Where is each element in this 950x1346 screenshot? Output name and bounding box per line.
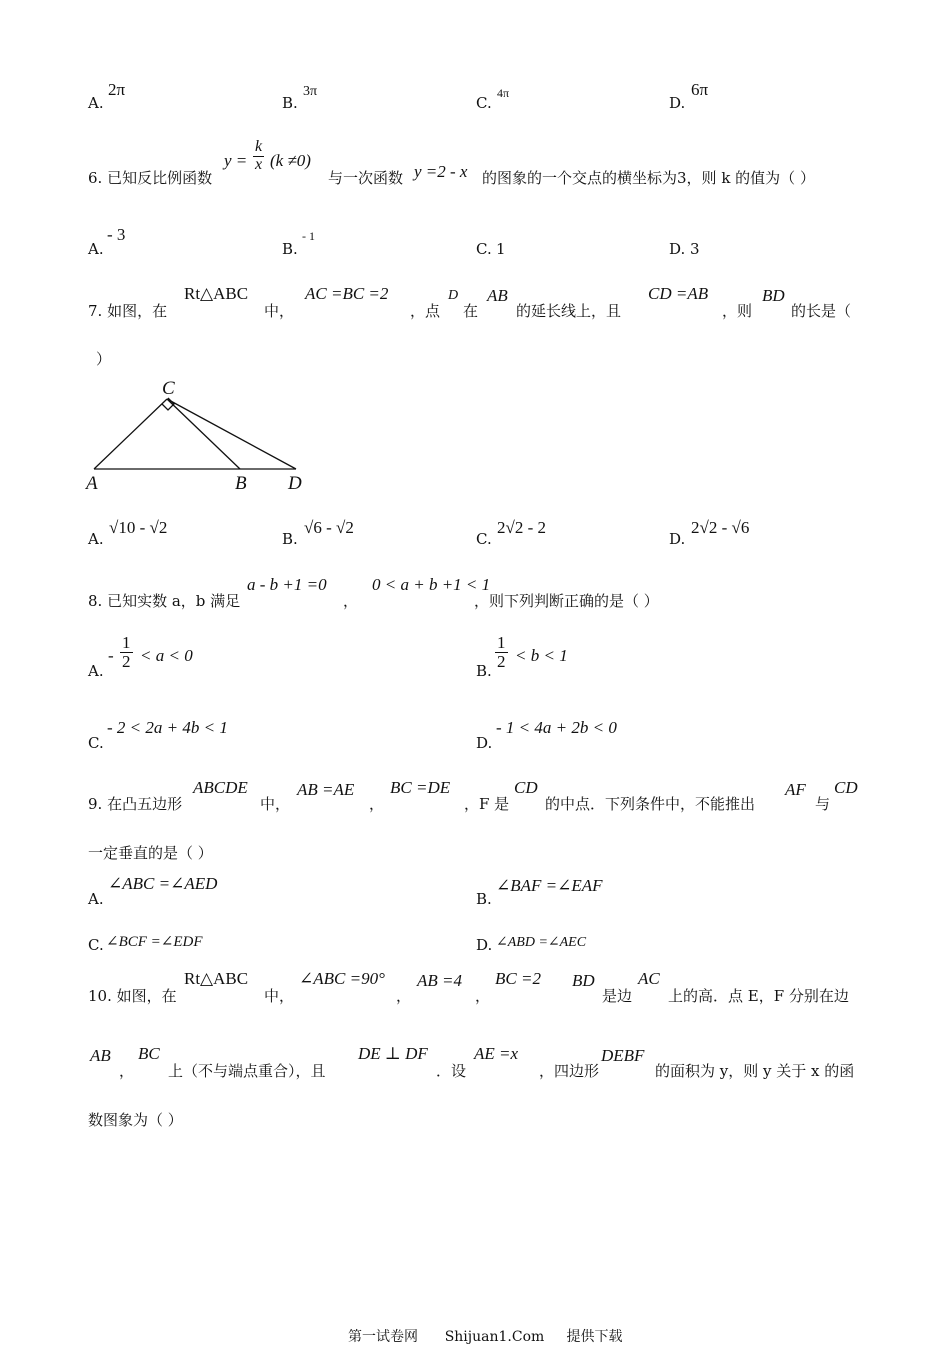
q7-p1: 7. 如图，在 — [88, 302, 168, 320]
q7-option-c-value: 2√2 - 2 — [497, 518, 546, 537]
q7-label-d: D — [288, 473, 302, 494]
q7-condition-2: CD =AB — [648, 284, 709, 303]
q7-p4: 在 — [463, 302, 479, 320]
q9-option-d-letter: D. — [476, 936, 493, 954]
q10-p6: ．设 — [436, 1062, 467, 1080]
q10-segment-bc: BC — [138, 1044, 160, 1063]
q6-linear-function: y =2 - x — [414, 162, 468, 181]
q5-option-b-value: 3π — [303, 84, 318, 99]
q9-segment-af: AF — [785, 780, 806, 799]
q9-option-a-letter: A. — [88, 890, 104, 908]
q7-label-a: A — [86, 473, 98, 494]
q10-condition-bc: BC =2 — [495, 969, 541, 988]
q8-condition-2: 0 < a + b +1 < 1 — [372, 575, 491, 594]
q6-fraction-denominator: x — [255, 155, 263, 173]
q8-option-a-minus: - — [108, 646, 114, 665]
q7-option-c-letter: C. — [476, 530, 492, 548]
q10-comma-3: ， — [119, 1062, 135, 1080]
q9-p1: 9. 在凸五边形 — [88, 795, 183, 813]
q10-p1: 10. 如图，在 — [88, 987, 177, 1005]
q8-comma: ， — [343, 592, 359, 610]
q10-p2: 中， — [264, 987, 295, 1005]
q9-option-c-value: ∠BCF =∠EDF — [106, 934, 203, 950]
q10-comma-2: ， — [475, 987, 491, 1005]
q10-segment-ab: AB — [90, 1046, 111, 1065]
q9-p2: 中， — [260, 795, 291, 813]
q6-y-eq: y = — [224, 151, 248, 170]
q9-option-c-letter: C. — [88, 936, 104, 954]
q9-option-d-value: ∠ABD =∠AEC — [496, 935, 587, 950]
q7-segment-bd: BD — [762, 286, 785, 305]
q6-suffix: 的图象的一个交点的横坐标为3，则 k 的值为（ ） — [482, 169, 815, 187]
q6-condition: (k ≠0) — [270, 151, 311, 170]
q9-p4: 的中点．下列条件中，不能推出 — [545, 795, 756, 813]
q10-condition-ae: AE =x — [474, 1044, 519, 1063]
q10-condition-perpendicular: DE ⊥ DF — [358, 1044, 428, 1063]
q8-option-b-denominator: 2 — [497, 651, 506, 671]
q8-option-c-value: - 2 < 2a + 4b < 1 — [107, 718, 228, 737]
q8-option-d-letter: D. — [476, 734, 493, 752]
q8-option-b-inequality: < b < 1 — [515, 646, 568, 665]
q5-option-d-letter: D. — [669, 94, 686, 112]
q7-option-b-letter: B. — [282, 530, 298, 548]
q6-mid: 与一次函数 — [328, 169, 404, 187]
q8-option-a-denominator: 2 — [122, 651, 131, 671]
q7-point-d: D — [448, 288, 459, 303]
q7-label-b: B — [235, 473, 247, 494]
q5-option-b-letter: B. — [282, 94, 298, 112]
q8-option-c-letter: C. — [88, 734, 104, 752]
q6-option-b-value: - 1 — [302, 229, 315, 243]
q5-option-a-letter: A. — [88, 94, 104, 112]
q10-segment-bd: BD — [572, 971, 595, 990]
q7-line-cd — [167, 399, 296, 469]
q5-option-c-value: 4π — [497, 86, 510, 100]
q7-option-b-value: √6 - √2 — [304, 518, 354, 537]
q7-label-c: C — [162, 378, 175, 399]
q7-option-d-value: 2√2 - √6 — [691, 518, 750, 537]
q9-condition-1: AB =AE — [297, 780, 355, 799]
q10-line-3: 数图象为（ ） — [88, 1111, 183, 1129]
q8-option-a-numerator: 1 — [122, 633, 131, 652]
q6-fraction-numerator: k — [255, 138, 263, 155]
q10-p3: 是边 — [602, 987, 633, 1005]
q7-line-ac — [94, 399, 167, 469]
q6-option-d-letter: D. — [669, 240, 686, 258]
q10-quadrilateral: DEBF — [601, 1046, 645, 1065]
q8-option-a-fraction — [120, 634, 133, 671]
q8-p1: 8. 已知实数 a，b 满足 — [88, 592, 241, 610]
q9-p5: 与 — [815, 795, 831, 813]
q6-option-c-value: 1 — [496, 240, 506, 258]
q8-p2: ，则下列判断正确的是（ ） — [474, 592, 659, 610]
q5-option-c-letter: C. — [476, 94, 492, 112]
q6-option-a-value: - 3 — [107, 225, 126, 244]
q10-condition-ab: AB =4 — [417, 971, 462, 990]
page-footer: 第一试卷网 Shijuan1.Com 提供下载 — [348, 1329, 623, 1345]
q7-option-a-letter: A. — [88, 530, 104, 548]
q10-comma-1: ， — [396, 987, 412, 1005]
q7-option-a-value: √10 - √2 — [109, 518, 168, 537]
q9-option-b-value: ∠BAF =∠EAF — [496, 876, 603, 895]
q10-p5: 上（不与端点重合），且 — [168, 1062, 326, 1080]
q8-condition-1: a - b +1 =0 — [247, 575, 327, 594]
q9-option-b-letter: B. — [476, 890, 492, 908]
q8-option-a-letter: A. — [88, 662, 104, 680]
q7-figure — [80, 372, 340, 497]
q10-segment-ac: AC — [638, 969, 660, 988]
q6-option-c-letter: C. — [476, 240, 492, 258]
q10-triangle: Rt△ABC — [184, 969, 249, 988]
q9-line-2: 一定垂直的是（ ） — [88, 844, 213, 862]
q10-p7: ，四边形 — [539, 1062, 600, 1080]
q8-option-b-letter: B. — [476, 662, 492, 680]
q7-p7: 的长是（ — [791, 302, 852, 320]
q6-option-d-value: 3 — [690, 240, 700, 258]
q9-condition-2: BC =DE — [390, 778, 451, 797]
q9-polygon: ABCDE — [193, 778, 248, 797]
q10-condition-angle: ∠ABC =90° — [299, 969, 385, 988]
q8-option-a-inequality: < a < 0 — [140, 646, 193, 665]
q8-option-d-value: - 1 < 4a + 2b < 0 — [496, 718, 617, 737]
q7-p3: ，点 — [410, 302, 441, 320]
q6-option-a-letter: A. — [88, 240, 104, 258]
q7-close-paren: ） — [96, 350, 112, 368]
q7-line-cb — [167, 399, 240, 469]
q7-condition-1: AC =BC =2 — [305, 284, 389, 303]
q9-option-a-value: ∠ABC =∠AED — [108, 874, 218, 893]
q6-option-b-letter: B. — [282, 240, 298, 258]
q5-option-a-value: 2π — [108, 80, 126, 99]
q9-comma: ， — [369, 795, 385, 813]
q6-fraction — [253, 139, 264, 174]
q10-p8: 的面积为 y，则 y 关于 x 的函 — [655, 1062, 855, 1080]
q8-option-b-numerator: 1 — [497, 633, 506, 652]
q7-segment-ab: AB — [487, 286, 508, 305]
q5-option-d-value: 6π — [691, 80, 709, 99]
q7-p2: 中， — [264, 302, 295, 320]
q9-p3: ，F 是 — [464, 795, 510, 813]
q7-p5: 的延长线上，且 — [516, 302, 622, 320]
q9-segment-cd: CD — [514, 778, 538, 797]
q9-segment-cd-2: CD — [834, 778, 858, 797]
q8-option-b-fraction — [495, 634, 508, 671]
q10-p4: 上的高．点 E，F 分别在边 — [668, 987, 849, 1005]
q7-option-d-letter: D. — [669, 530, 686, 548]
q6-prefix: 6. 已知反比例函数 — [88, 169, 213, 187]
q7-triangle: Rt△ABC — [184, 284, 249, 303]
q7-p6: ，则 — [722, 302, 753, 320]
